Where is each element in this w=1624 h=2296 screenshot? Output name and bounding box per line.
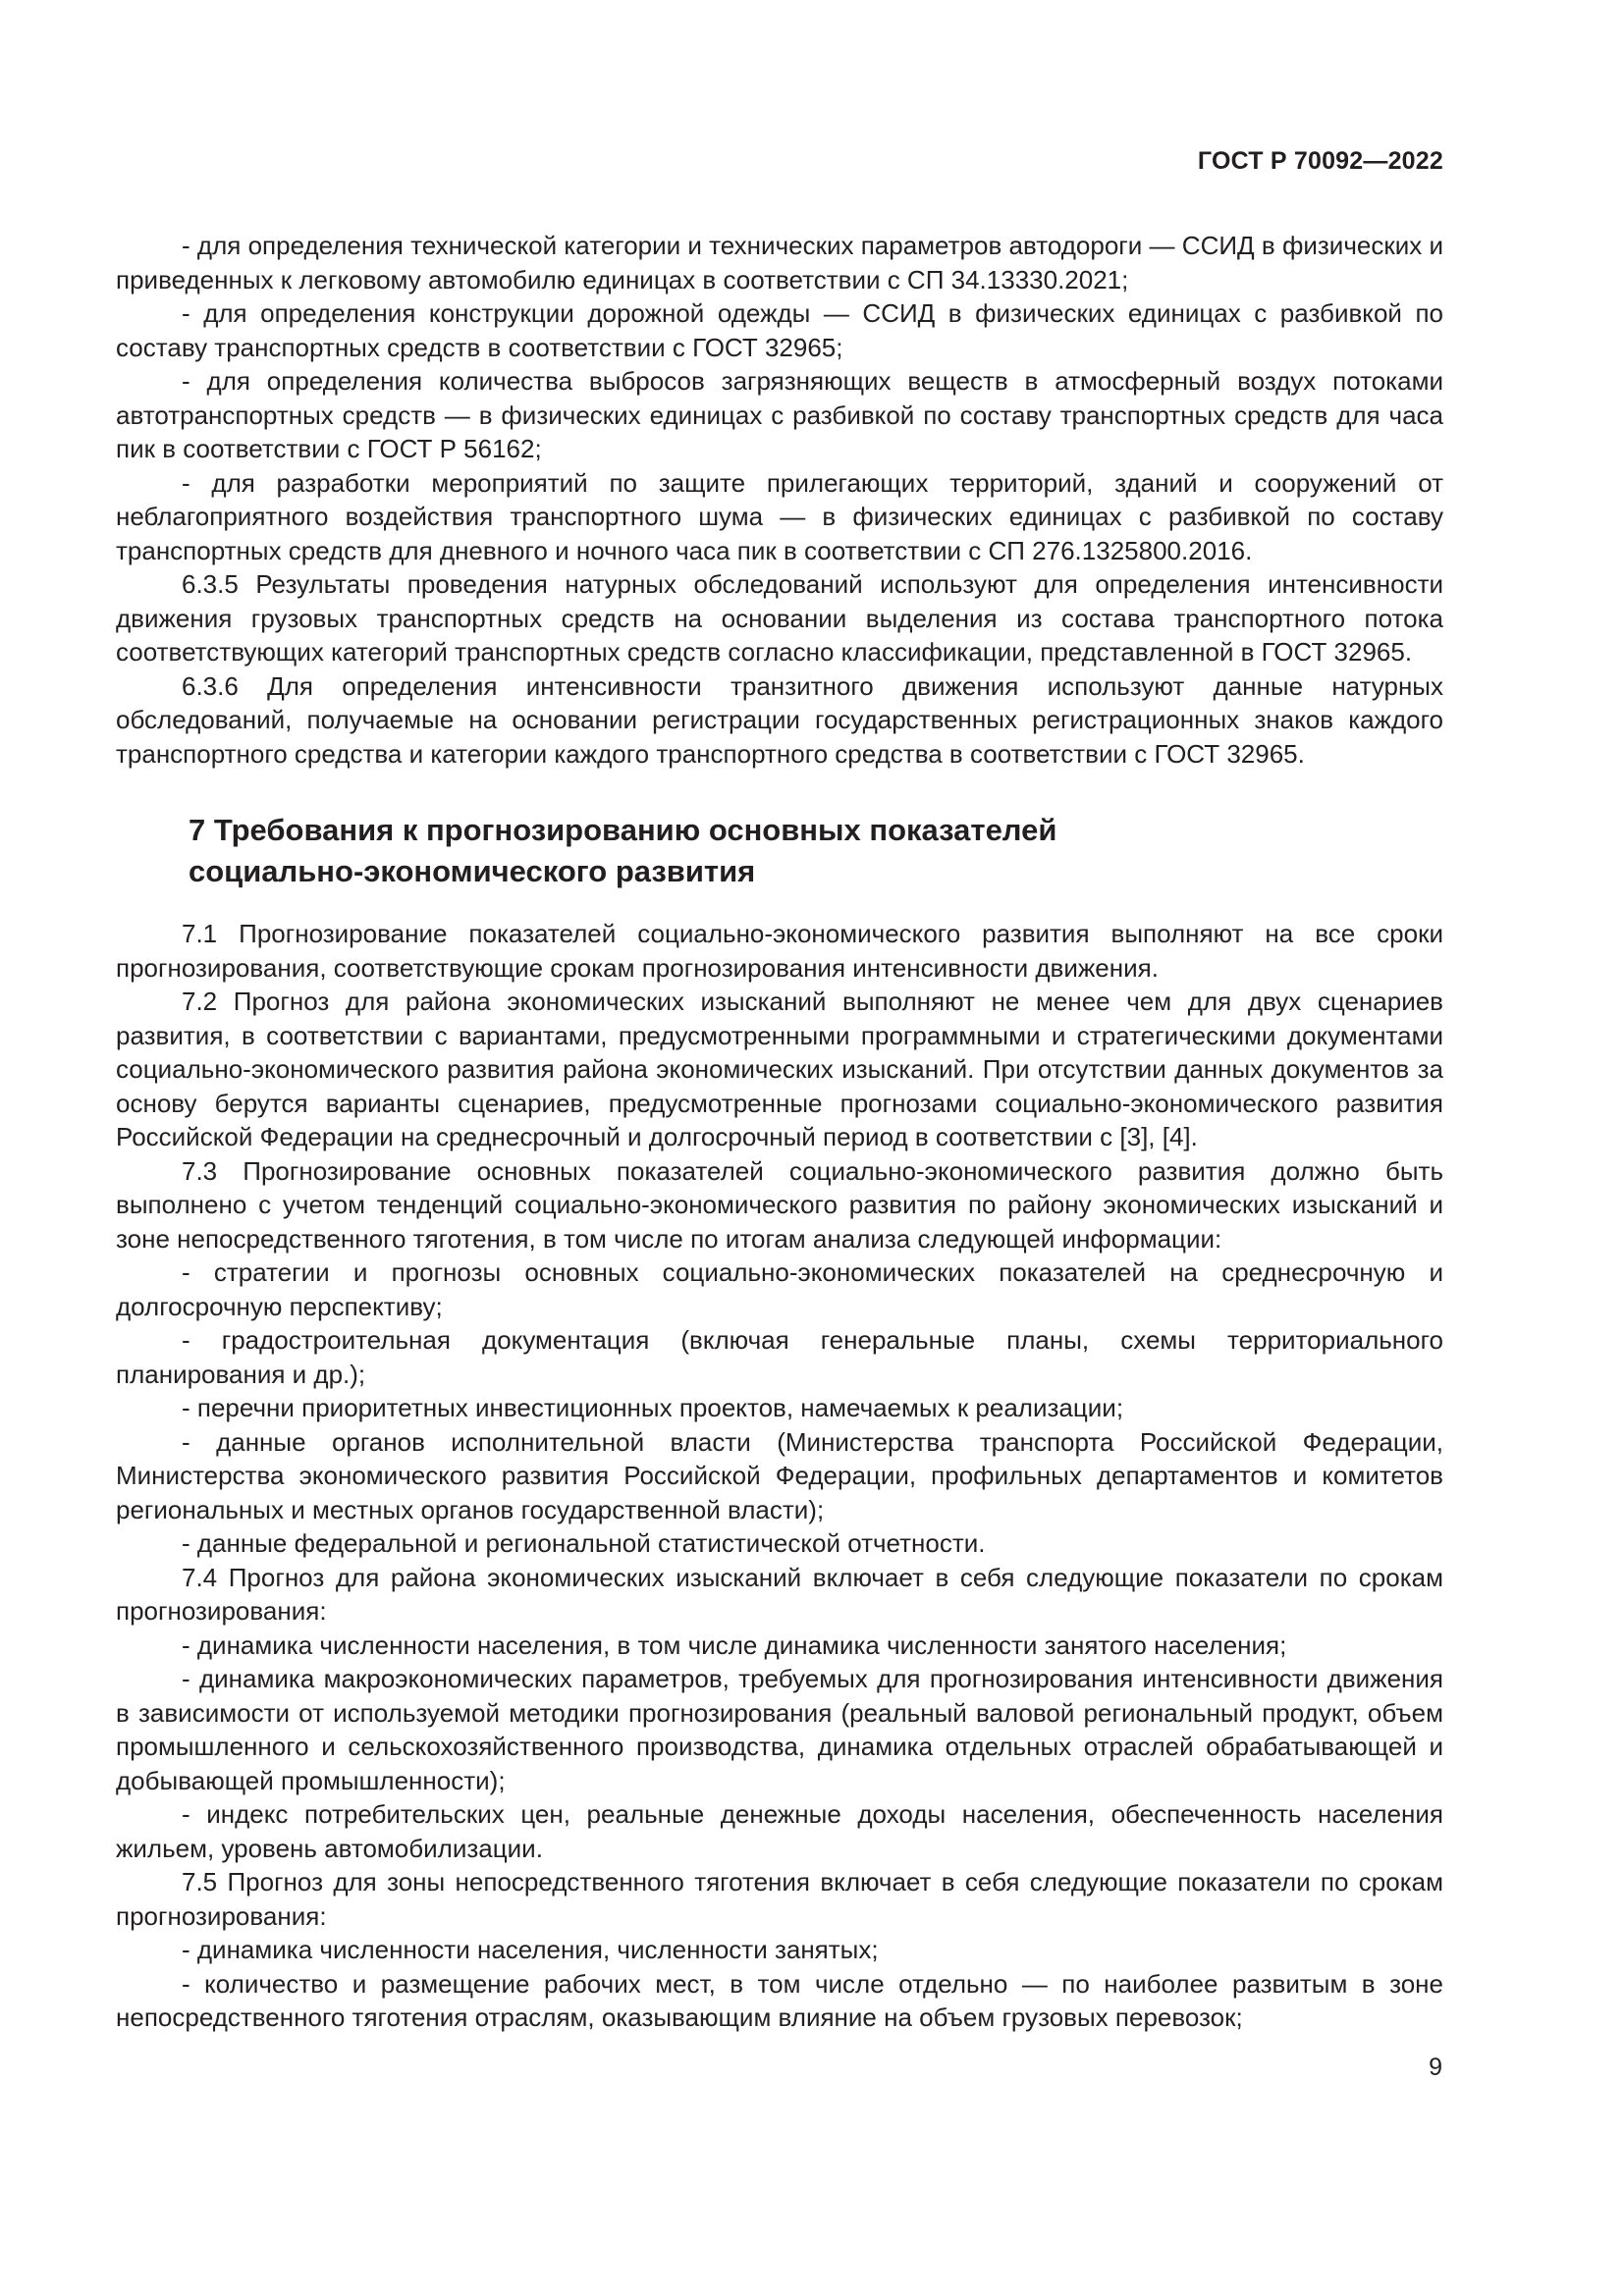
paragraph-7-2: 7.2 Прогноз для района экономических изысканий выполняют не менее чем для двух сценариев развития, в соответствии с вариантами, предусмотренными программными и стратегическими документами социально-экономического развития района экономических изысканий. При отсутствии данных документов за основу берутся варианты сценариев, предусмотренные прогнозами социально-экономического развития Российской Федерации на среднесрочный и долгосрочный период в соответствии с [3], [4]. <box>116 987 1443 1151</box>
paragraph-6-3-5: 6.3.5 Результаты проведения натурных обследований используют для определения интенсивности движения грузовых транспортных средств на основании выделения из состава транспортного потока соответствующих категорий транспортных средств согласно классификации, представленной в ГОСТ 32965. <box>116 569 1443 667</box>
paragraph-6-3-6: 6.3.6 Для определения интенсивности транзитного движения используют данные натурных обследований, получаемые на основании регистрации государственных регистрационных знаков каждого транспортного средства и категории каждого транспортного средства в соответствии с ГОСТ 32965. <box>116 670 1443 769</box>
paragraph-7-5: 7.5 Прогноз для зоны непосредственного тяготения включает в себя следующие показатели по срокам прогнозирования: <box>116 1867 1443 1931</box>
paragraph-7-1: 7.1 Прогнозирование показателей социально-экономического развития выполняют на все сроки прогнозирования, соответствующие срокам прогнозирования интенсивности движения. <box>116 919 1443 983</box>
paragraph-bullet: - индекс потребительских цен, реальные денежные доходы населения, обеспеченность населения жильем, уровень автомобилизации. <box>116 1799 1443 1863</box>
paragraph-bullet: - количество и размещение рабочих мест, в том числе отдельно — по наиболее развитым в зоне непосредственного тяготения отраслям, оказывающим влияние на объем грузовых перевозок; <box>116 1968 1443 2032</box>
paragraph-bullet: - для определения технической категории и технических параметров автодороги — ССИД в физических и приведенных к легковому автомобилю единицах в соответствии с СП 34.13330.2021; <box>116 231 1443 294</box>
paragraph-bullet: - динамика численности населения, в том числе динамика численности занятого населения; <box>182 1629 1287 1660</box>
paragraph-bullet: - динамика макроэкономических параметров, требуемых для прогнозирования интенсивности движения в зависимости от используемой методики прогнозирования (реальный валовой региональный продукт, объем промышленного и сельскохозяйственного производства, динамика отдельных отраслей обрабатывающей и добывающей промышленности); <box>116 1664 1443 1795</box>
paragraph-bullet: - динамика численности населения, численности занятых; <box>182 1935 879 1964</box>
document-header-id: ГОСТ Р 70092—2022 <box>1197 147 1443 175</box>
paragraph-bullet: - данные органов исполнительной власти (Министерства транспорта Российской Федерации, Министерства экономического развития Российской Федерации, профильных департаментов и комитетов региональных и местных органов государственной власти); <box>116 1426 1443 1524</box>
section-7-heading <box>189 810 1443 892</box>
section-title-line-1: 7 Требования к прогнозированию основных показателей <box>189 813 1057 847</box>
paragraph-7-4: 7.4 Прогноз для района экономических изысканий включает в себя следующие показатели по срокам прогнозирования: <box>116 1562 1443 1626</box>
page-number: 9 <box>1429 2054 1442 2081</box>
document-body <box>116 229 1443 2035</box>
paragraph-7-3: 7.3 Прогнозирование основных показателей социально-экономического развития должно быть выполнено с учетом тенденций социально-экономического развития по району экономических изысканий и зоне непосредственного тяготения, в том числе по итогам анализа следующей информации: <box>116 1155 1443 1254</box>
paragraph-bullet: - стратегии и прогнозы основных социально-экономических показателей на среднесрочную и долгосрочную перспективу; <box>116 1257 1443 1321</box>
paragraph-bullet: - данные федеральной и региональной статистической отчетности. <box>182 1528 986 1558</box>
paragraph-bullet: - градостроительная документация (включая генеральные планы, схемы территориального планирования и др.); <box>116 1325 1443 1389</box>
paragraph-bullet: - перечни приоритетных инвестиционных проектов, намечаемых к реализации; <box>182 1393 1124 1422</box>
paragraph-bullet: - для определения конструкции дорожной одежды — ССИД в физических единицах с разбивкой по составу транспортных средств в соответствии с ГОСТ 32965; <box>116 298 1443 362</box>
section-title-line-2: социально-экономического развития <box>189 854 756 888</box>
paragraph-bullet: - для разработки мероприятий по защите прилегающих территорий, зданий и сооружений от неблагоприятного воздействия транспортного шума — в физических единицах с разбивкой по составу транспортных средств для дневного и ночного часа пик в соответствии с СП 276.1325800.2016. <box>116 467 1443 565</box>
paragraph-bullet: - для определения количества выбросов загрязняющих веществ в атмосферный воздух потоками автотранспортных средств — в физических единицах с разбивкой по составу транспортных средств для часа пик в соответствии с ГОСТ Р 56162; <box>116 366 1443 463</box>
